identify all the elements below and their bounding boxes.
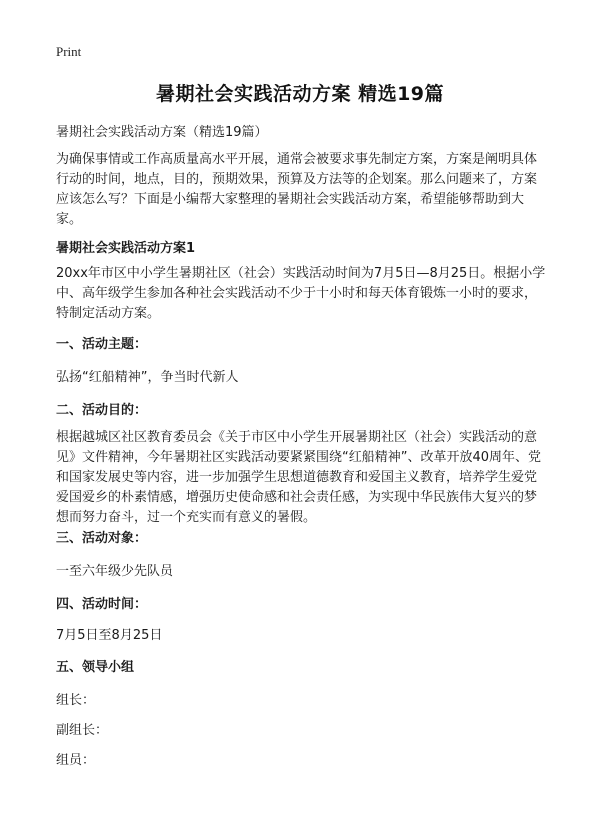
section1-heading: 暑期社会实践活动方案1 — [56, 241, 196, 256]
target-heading: 三、活动对象： — [56, 531, 148, 546]
target-text: 一至六年级少先队员 — [56, 564, 174, 579]
purpose-heading: 二、活动目的： — [56, 403, 148, 418]
member-label: 组员： — [56, 753, 96, 768]
theme-text: 弘扬“红船精神”，争当时代新人 — [56, 370, 239, 385]
section1-paragraph: 20xx年市区中小学生暑期社区（社会）实践活动时间为7月5日—8月25日。根据小学中、高年级学生参加各种社会实践活动不少于十小时和每天体育锻炼一小时的要求，特制定活动方案。 — [56, 266, 546, 321]
print-link[interactable]: Print — [56, 44, 82, 59]
leader-label: 组长： — [56, 693, 96, 708]
intro-paragraph: 为确保事情或工作高质量高水平开展，通常会被要求事先制定方案，方案是阐明具体行动的时间，地点，目的，预期效果，预算及方法等的企划案。那么问题来了，方案应该怎么写？下面是小编帮大家整理的暑期社会实践活动方案，希望能够帮助到大家。 — [56, 152, 538, 227]
time-text: 7月5日至8月25日 — [56, 628, 163, 643]
leader-heading: 五、领导小组 — [56, 660, 135, 675]
purpose-paragraph: 根据越城区社区教育委员会《关于市区中小学生开展暑期社区（社会）实践活动的意见》文件精神，今年暑期社区实践活动要紧紧围绕“红船精神”、改革开放40周年、党和国家发展史等内容，进一步加强学生思想道德教育和爱国主义教育，培养学生爱党爱国爱乡的朴素情感，增强历史使命感和社会责任感，为实现中华民族伟大复兴的梦想而努力奋斗，过一个充实而有意义的暑假。 — [56, 430, 542, 525]
vice-leader-label: 副组长： — [56, 723, 109, 738]
page-title: 暑期社会实践活动方案 精选19篇 — [155, 83, 445, 105]
document-subtitle: 暑期社会实践活动方案（精选19篇） — [56, 125, 268, 140]
theme-heading: 一、活动主题： — [56, 337, 148, 352]
time-heading: 四、活动时间： — [56, 597, 148, 612]
